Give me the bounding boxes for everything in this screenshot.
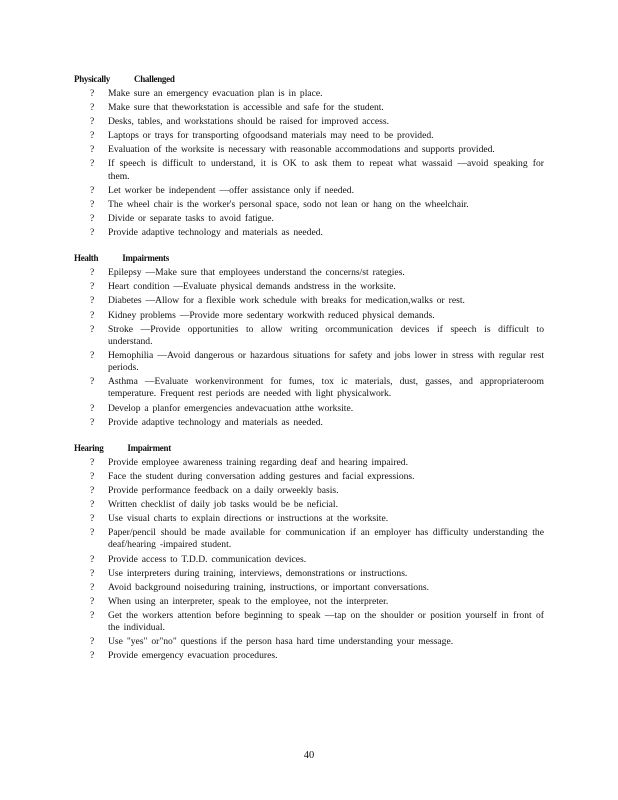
list-item-text: Use visual charts to explain directions or instructions at the worksite. <box>108 513 389 525</box>
list-item <box>74 417 544 429</box>
list-item <box>74 281 544 293</box>
bullet-icon: ? <box>90 309 95 321</box>
list-item-text: Provide adaptive technology and materials as needed. <box>108 227 323 239</box>
list-item <box>74 457 544 469</box>
list-item-text: Use interpreters during training, interviews, demonstrations or instructions. <box>108 567 408 579</box>
bullet-icon: ? <box>90 130 95 142</box>
section-title-word: Hearing <box>74 442 104 453</box>
list-item <box>74 485 544 497</box>
bullet-icon: ? <box>90 102 95 114</box>
bullet-icon: ? <box>90 650 95 662</box>
bullet-list <box>74 267 544 429</box>
section-title-word: Impairments <box>122 253 169 264</box>
bullet-icon: ? <box>90 567 95 579</box>
section-health-impairments <box>74 253 544 429</box>
list-item <box>74 324 544 348</box>
bullet-icon: ? <box>90 513 95 525</box>
list-item-text: Epilepsy —Make sure that employees understand the concerns/st rategies. <box>108 267 405 279</box>
list-item <box>74 376 544 400</box>
bullet-icon: ? <box>90 281 95 293</box>
bullet-icon: ? <box>90 499 95 511</box>
bullet-icon: ? <box>90 595 95 607</box>
list-item <box>74 227 544 239</box>
list-item-text: Face the student during conversation adding gestures and facial expressions. <box>108 470 415 482</box>
list-item <box>74 568 544 580</box>
bullet-icon: ? <box>90 527 95 539</box>
list-item-text: Make sure an emergency evacuation plan is in place. <box>108 88 323 99</box>
list-item-text: Desks, tables, and workstations should be raised for improved access. <box>108 116 389 128</box>
list-item <box>74 513 544 525</box>
section-hearing-impairment <box>74 443 544 663</box>
list-item-text: If speech is difficult to understand, it is OK to ask them to repeat what wassaid —avoid speaking for them. <box>108 158 544 182</box>
bullet-icon: ? <box>90 158 95 170</box>
bullet-list <box>74 457 544 663</box>
list-item <box>74 596 544 608</box>
section-title-word: Impairment <box>127 442 171 453</box>
list-item <box>74 582 544 594</box>
list-item-text: Laptops or trays for transporting ofgoodsand materials may need to be provided. <box>108 130 434 142</box>
list-item-text: Diabetes —Allow for a flexible work schedule with breaks for medication,walks or rest. <box>108 295 465 307</box>
list-item-text: Get the workers attention before beginning to speak —tap on the shoulder or position yourself in front of the individual. <box>108 609 544 634</box>
list-item <box>74 499 544 511</box>
list-item <box>74 144 544 156</box>
bullet-icon: ? <box>90 581 95 593</box>
list-item <box>74 554 544 566</box>
section-title-word: Physically <box>74 74 111 84</box>
list-item-text: Kidney problems —Provide more sedentary workwith reduced physical demands. <box>108 309 435 321</box>
bullet-icon: ? <box>90 212 95 224</box>
list-item-text: Provide performance feedback on a daily orweekly basis. <box>108 485 339 496</box>
section-title <box>74 253 544 265</box>
bullet-icon: ? <box>90 470 95 482</box>
bullet-icon: ? <box>90 227 95 239</box>
list-item <box>74 213 544 225</box>
bullet-icon: ? <box>90 295 95 307</box>
section-title <box>74 74 544 86</box>
list-item-text: Hemophilia —Avoid dangerous or hazardous situations for safety and jobs lower in stress with regular rest periods. <box>108 349 544 374</box>
bullet-icon: ? <box>90 323 95 335</box>
list-item <box>74 199 544 211</box>
list-item <box>74 295 544 307</box>
list-item-text: Divide or separate tasks to avoid fatigue. <box>108 212 274 224</box>
section-title <box>74 443 544 455</box>
bullet-icon: ? <box>90 144 95 156</box>
list-item-text: Written checklist of daily job tasks would be be neficial. <box>108 499 338 511</box>
bullet-icon: ? <box>90 636 95 648</box>
list-item-text: Develop a planfor emergencies andevacuation atthe worksite. <box>108 402 354 414</box>
bullet-icon: ? <box>90 609 95 621</box>
list-item-text: The wheel chair is the worker's personal space, sodo not lean or hang on the wheelchair. <box>108 198 469 210</box>
page-number: 40 <box>303 750 315 761</box>
list-item <box>74 471 544 483</box>
list-item <box>74 102 544 114</box>
list-item-text: When using an interpreter, speak to the employee, not the interpreter. <box>108 595 389 607</box>
list-item <box>74 158 544 182</box>
bullet-icon: ? <box>90 349 95 361</box>
document-body <box>74 74 544 677</box>
list-item-text: Asthma —Evaluate workenvironment for fumes, tox ic materials, dust, gasses, and appropriateroom temperature. Frequent rest periods are needed with light physicalwork. <box>108 376 544 400</box>
list-item <box>74 267 544 279</box>
bullet-icon: ? <box>90 88 95 99</box>
list-item <box>74 310 544 322</box>
list-item <box>74 116 544 128</box>
list-item-text: Evaluation of the worksite is necessary with reasonable accommodations and supports provided. <box>108 144 495 156</box>
bullet-icon: ? <box>90 198 95 210</box>
list-item-text: Let worker be independent —offer assistance only if needed. <box>108 184 354 196</box>
section-title-word: Challenged <box>134 74 175 84</box>
bullet-icon: ? <box>90 416 95 428</box>
list-item-text: Provide emergency evacuation procedures. <box>108 650 278 662</box>
bullet-icon: ? <box>90 376 95 388</box>
bullet-icon: ? <box>90 116 95 128</box>
list-item <box>74 130 544 142</box>
list-item-text: Provide access to T.D.D. communication devices. <box>108 553 307 565</box>
section-physically-challenged <box>74 74 544 239</box>
list-item <box>74 527 544 551</box>
list-item-text: Stroke —Provide opportunities to allow writing orcommunication devices if speech is difficult to understand. <box>108 323 544 347</box>
list-item-text: Make sure that theworkstation is accessible and safe for the student. <box>108 102 384 114</box>
list-item-text: Use "yes" or"no" questions if the person hasa hard time understanding your message. <box>108 636 454 648</box>
list-item <box>74 185 544 197</box>
bullet-list <box>74 88 544 239</box>
list-item-text: Provide adaptive technology and materials as needed. <box>108 416 323 428</box>
bullet-icon: ? <box>90 402 95 414</box>
bullet-icon: ? <box>90 184 95 196</box>
list-item <box>74 610 544 634</box>
list-item <box>74 88 544 100</box>
bullet-icon: ? <box>90 267 95 279</box>
list-item <box>74 650 544 662</box>
list-item-text: Provide employee awareness training regarding deaf and hearing impaired. <box>108 456 408 468</box>
section-title-word: Health <box>74 253 99 264</box>
list-item-text: Paper/pencil should be made available for communication if an employer has difficulty understanding the deaf/hearing -impaired student. <box>108 527 544 551</box>
list-item <box>74 350 544 374</box>
bullet-icon: ? <box>90 553 95 565</box>
bullet-icon: ? <box>90 456 95 468</box>
list-item-text: Avoid background noiseduring training, instructions, or important conversations. <box>108 581 429 593</box>
list-item-text: Heart condition —Evaluate physical demands andstress in the worksite. <box>108 281 396 293</box>
list-item <box>74 636 544 648</box>
list-item <box>74 403 544 415</box>
bullet-icon: ? <box>90 485 95 496</box>
